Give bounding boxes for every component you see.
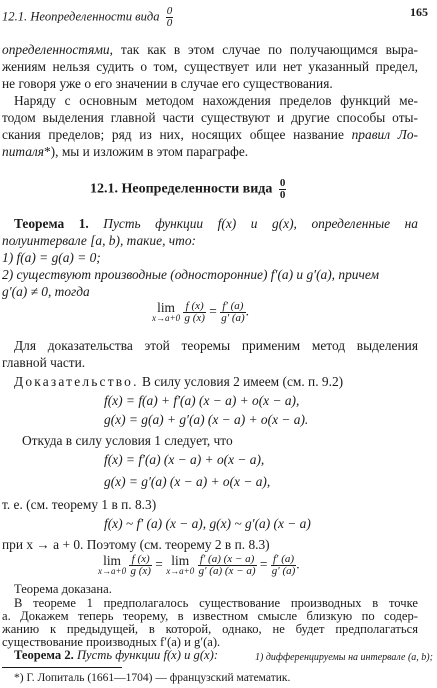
- frac-denominator: g′ (a): [271, 565, 296, 577]
- running-header: [2, 6, 173, 29]
- intro-line-4: Наряду с основным методом нахождения пределов функций ме-: [14, 93, 418, 108]
- lim-word: lim: [171, 552, 190, 568]
- proof-label: Доказательство.: [14, 374, 139, 389]
- fraction-derivatives: [220, 301, 245, 324]
- intro-line-7-a: питаля: [2, 144, 44, 159]
- proof-at: при x → a + 0. Поэтому (см. теорему 2 в п. 8.3): [2, 537, 270, 552]
- theorem2-statement: Пусть функции f(x) и g(x):: [73, 648, 219, 662]
- intro-line-2: жениям нельзя судить о том, существует или нет указанный предел,: [2, 59, 418, 74]
- para2-line-3: жанию к предыдущей, в которой, однако, не будет предполагаться: [2, 622, 418, 636]
- proof-start: [14, 374, 343, 390]
- fraction-principal-parts: [198, 554, 257, 577]
- lim-subscript: x→a+0: [152, 312, 181, 323]
- intro-term: определенностями: [2, 42, 110, 57]
- section-frac-num: 0: [279, 177, 286, 189]
- fraction-f-over-g: [183, 301, 205, 324]
- header-frac-num: 0: [166, 5, 173, 17]
- intro-line-1-rest: , так как в этом случае по получающимся выра-: [109, 42, 418, 57]
- intro-line-6-a: скания пределов; ряд из них, носящих общее название: [2, 127, 352, 142]
- proof-formula: [98, 554, 300, 577]
- theorem1-condition-2: 2) существуют производные (односторонние) f′(a) и g′(a), причем: [2, 267, 380, 282]
- header-frac-den: 0: [166, 17, 173, 29]
- proof-start-rest: В силу условия 2 имеем (см. п. 9.2): [138, 374, 344, 389]
- frac-numerator: f (x): [129, 554, 151, 566]
- proof-intro-line-1: Для доказательства этой теоремы применим метод выделения: [14, 338, 418, 353]
- theorem2-line-1: [14, 649, 218, 662]
- lim-word: lim: [103, 552, 121, 568]
- section-fraction: [279, 178, 287, 201]
- lim-operator: [152, 299, 181, 323]
- footnote: *) Г. Лопиталь (1661—1704) — французский математик.: [14, 672, 291, 684]
- intro-line-7: [2, 144, 248, 160]
- theorem2-label: Теорема 2.: [14, 648, 74, 662]
- proof-intro-line-2: главной части.: [2, 355, 86, 370]
- lim-operator: [98, 552, 127, 576]
- intro-line-6: [2, 127, 418, 143]
- running-header-fraction: [166, 6, 174, 29]
- theorem1-line-1: [14, 216, 418, 232]
- para2-line-2: a. Докажем теперь теорему, в известном смысле близкую по содер-: [2, 609, 418, 623]
- proof-eq-3: f(x) = f′(a) (x − a) + o(x − a),: [104, 452, 265, 467]
- frac-denominator: g (x): [130, 565, 151, 577]
- section-title: 12.1. Неопределенности вида: [90, 181, 273, 197]
- equals-sign: =: [209, 303, 217, 319]
- frac-numerator: f′ (a) (x − a): [198, 554, 257, 566]
- frac-denominator: g′ (a): [221, 312, 245, 324]
- intro-line-7-b: *), мы и изложим в этом параграфе.: [43, 144, 249, 159]
- theorem2-condition-1: 1) дифференцируемы на интервале (a, b);: [255, 652, 433, 663]
- proof-eq-2: g(x) = g(a) + g′(a) (x − a) + o(x − a).: [104, 412, 309, 427]
- section-frac-den: 0: [279, 189, 286, 201]
- theorem1-formula: [152, 301, 249, 324]
- proof-eq-1: f(x) = f(a) + f′(a) (x − a) + o(x − a),: [104, 393, 300, 408]
- equals-sign: =: [155, 556, 163, 572]
- theorem1-label: Теорема 1.: [14, 216, 89, 231]
- running-header-title: 12.1. Неопределенности вида: [2, 9, 160, 24]
- period: .: [296, 556, 300, 572]
- frac-numerator: f′ (a): [220, 301, 245, 313]
- intro-line-1: [2, 42, 418, 58]
- intro-line-6-b: правил Ло-: [351, 127, 418, 142]
- para2-line-1: В теореме 1 предполагалось существование производных в точке: [14, 596, 418, 610]
- proof-eq-5: f(x) ~ f′ (a) (x − a), g(x) ~ g′(a) (x − a): [104, 516, 311, 531]
- intro-line-3: не говоря уже о его значении в случае его существования.: [2, 76, 333, 91]
- lim-word: lim: [157, 299, 175, 315]
- frac-denominator: g′ (a) (x − a): [198, 565, 256, 577]
- frac-numerator: f (x): [183, 301, 205, 313]
- equals-sign: =: [259, 556, 268, 572]
- proof-eq-4: g(x) = g′(a) (x − a) + o(x − a),: [104, 474, 271, 489]
- theorem1-condition-2-end: g′(a) ≠ 0, тогда: [2, 284, 90, 299]
- proof-done: Теорема доказана.: [14, 582, 112, 596]
- theorem1-condition-1: 1) f(a) = g(a) = 0;: [2, 250, 101, 265]
- section-heading: [90, 178, 286, 201]
- lim-subscript: x→a+0: [166, 565, 195, 576]
- intro-line-5: тодом выделения главной части существуют и другие способы оты-: [2, 110, 418, 125]
- lim-subscript: x→a+0: [98, 565, 127, 576]
- frac-denominator: g (x): [184, 312, 205, 324]
- para2-line-4: существование производных f′(a) и g′(a).: [2, 635, 221, 649]
- lim-operator-2: [166, 552, 195, 576]
- proof-then: Откуда в силу условия 1 следует, что: [22, 433, 233, 448]
- theorem1-statement: Пусть функции f(x) и g(x), определенные на: [103, 216, 418, 231]
- fraction-derivatives: [271, 554, 296, 577]
- frac-numerator: f′ (a): [271, 554, 296, 566]
- fraction-f-over-g: [129, 554, 151, 577]
- theorem1-line-2: полуинтервале [a, b), такие, что:: [2, 233, 196, 248]
- proof-ie: т. е. (см. теорему 1 в п. 8.3): [2, 497, 157, 512]
- page-number: 165: [410, 5, 428, 19]
- footnote-rule: [2, 667, 122, 668]
- period: .: [245, 303, 250, 319]
